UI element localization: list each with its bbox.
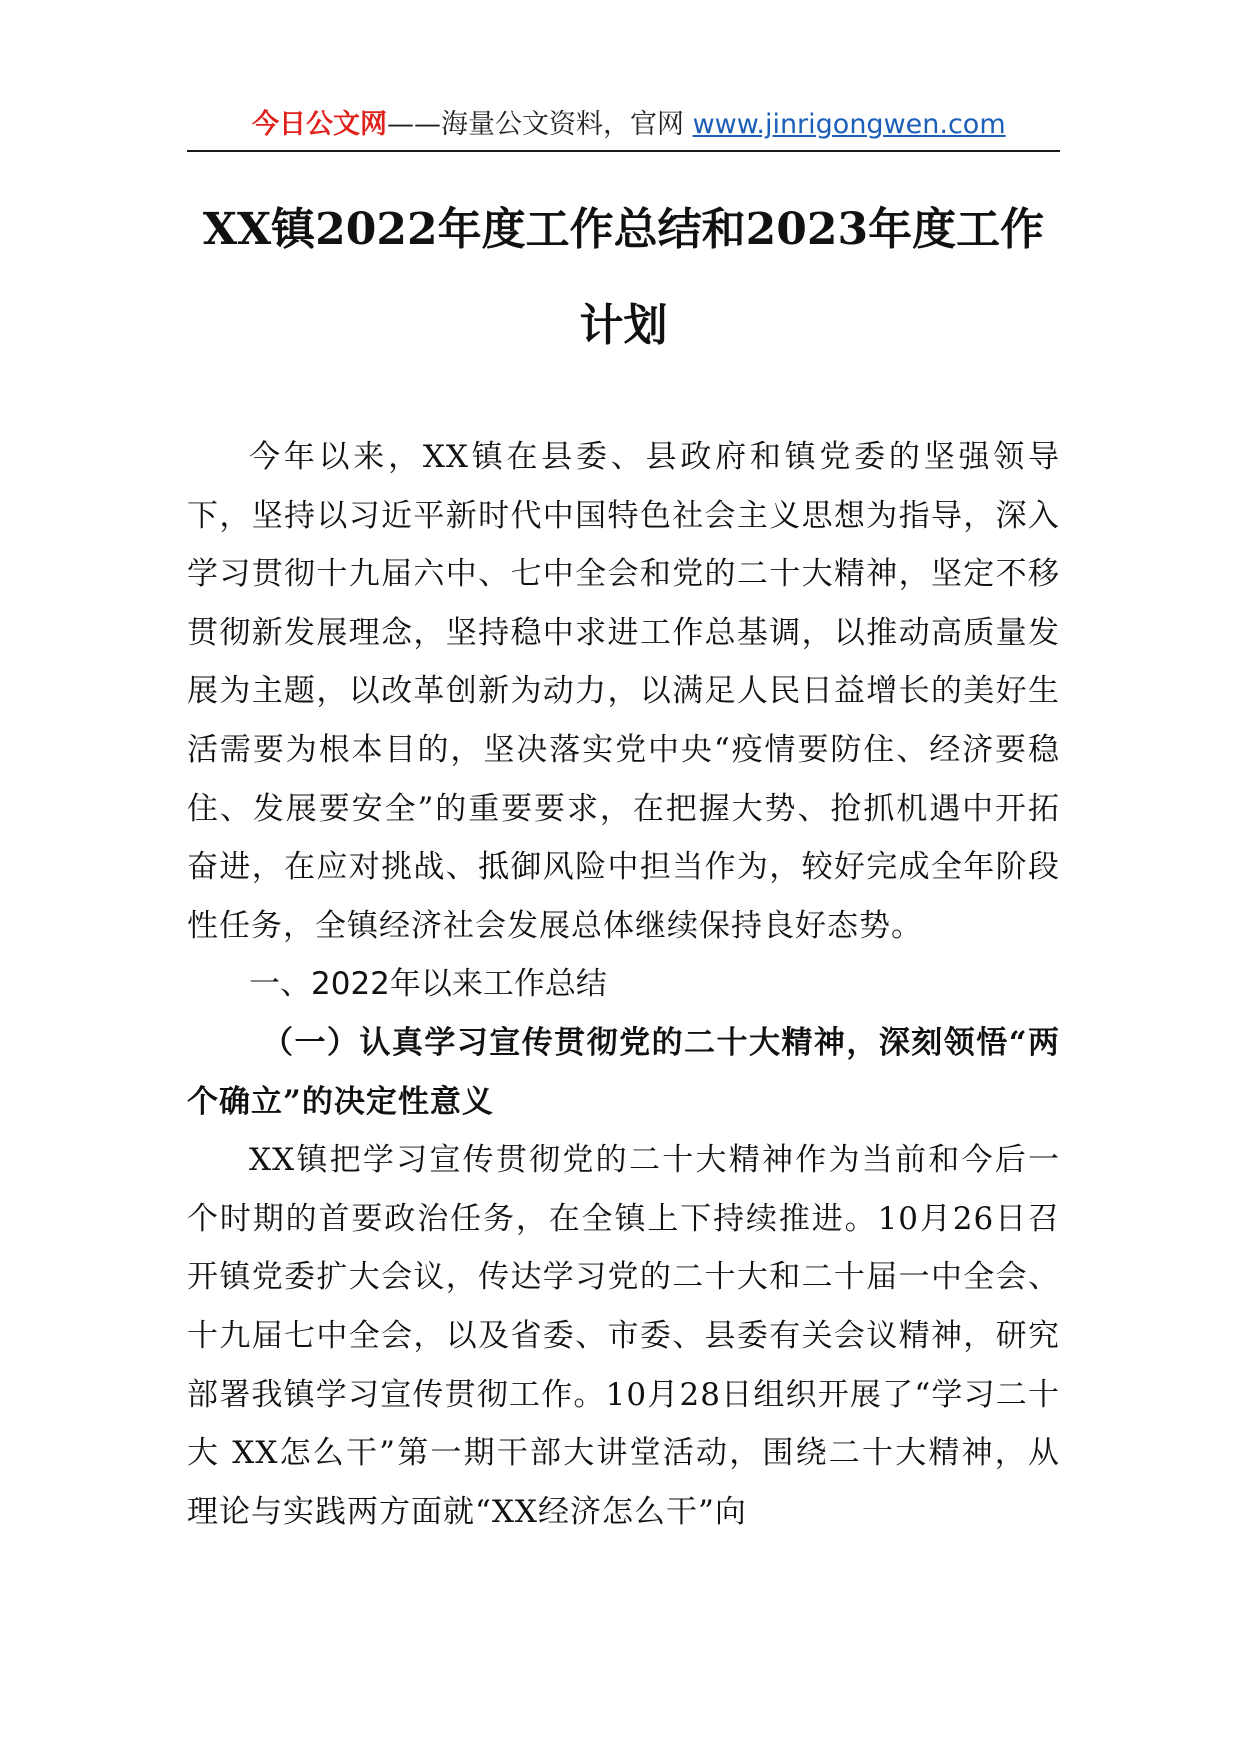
- header-line: [252, 108, 1006, 142]
- section-heading: 一、2022年以来工作总结: [249, 966, 607, 1003]
- subsection-heading: （一）认真学习宣传贯彻党的二十大精神，深刻领悟“两个确立”的决定性意义: [187, 1024, 1060, 1120]
- document-body: [187, 428, 1060, 1541]
- subsection-paragraph: XX镇把学习宣传贯彻党的二十大精神作为当前和今后一个时期的首要政治任务，在全镇上下持续推进。10月26日召开镇党委扩大会议，传达学习党的二十大和二十届一中全会、十九届七中全会，以及省委、市委、县委有关会议精神，研究部署我镇学习宣传贯彻工作。10月28日组织开展了“学习二十大 XX怎么干”第一期干部大讲堂活动，围绕二十大精神，从理论与实践两方面就“XX经济怎么干”向: [187, 1142, 1060, 1530]
- site-url-link[interactable]: www.jinrigongwen.com: [692, 109, 1006, 140]
- site-slogan: ——海量公文资料，官网: [387, 109, 693, 140]
- site-header: [187, 100, 1060, 152]
- title-line-1: XX镇2022年度工作总结和2023年度工作: [202, 204, 1045, 255]
- site-brand: 今日公文网: [252, 109, 387, 140]
- intro-paragraph: 今年以来，XX镇在县委、县政府和镇党委的坚强领导下，坚持以习近平新时代中国特色社会主义思想为指导，深入学习贯彻十九届六中、七中全会和党的二十大精神，坚定不移贯彻新发展理念，坚持稳中求进工作总基调，以推动高质量发展为主题，以改革创新为动力，以满足人民日益增长的美好生活需要为根本目的，坚决落实党中央“疫情要防住、经济要稳住、发展要安全”的重要要求，在把握大势、抢抓机遇中开拓奋进，在应对挑战、抵御风险中担当作为，较好完成全年阶段性任务，全镇经济社会发展总体继续保持良好态势。: [187, 439, 1060, 944]
- document-title: [187, 182, 1060, 374]
- title-line-2: 计划: [579, 300, 668, 351]
